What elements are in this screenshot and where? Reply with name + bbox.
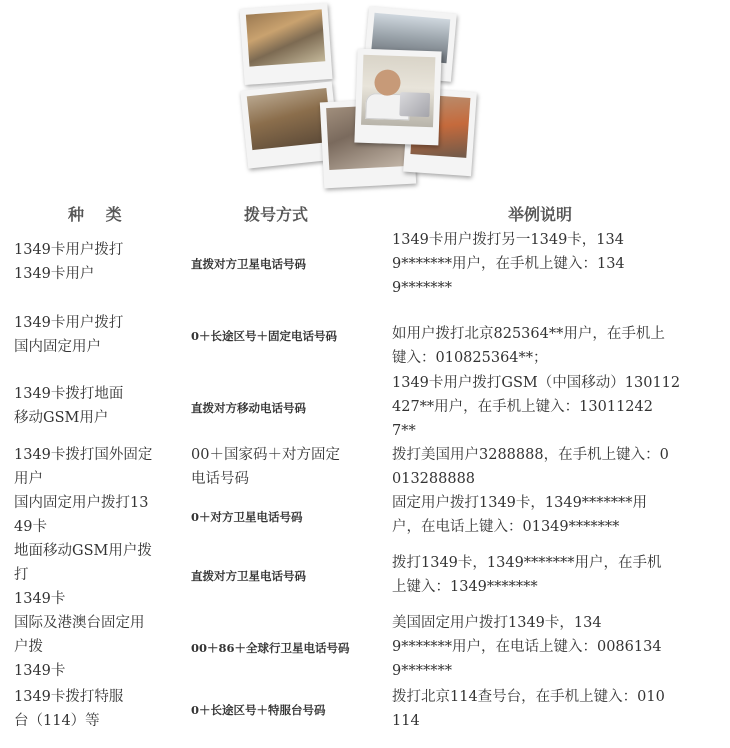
row-4-method: 00＋国家码＋对方固定 电话号码 — [191, 447, 340, 487]
row-7-method: 00＋86＋全球行卫星电话号码 — [191, 641, 350, 655]
photo-collage — [238, 4, 478, 190]
row-5-method: 0＋对方卫星电话号码 — [191, 510, 303, 524]
column-header-method: 拨号方式 — [244, 205, 309, 224]
row-3-kind: 1349卡拨打地面 移动GSM用户 — [14, 386, 124, 426]
row-3-example: 1349卡用户拨打GSM（中国移动）130112 427**用户，在手机上键入：13011242 7** — [392, 375, 681, 439]
row-2-example: 如用户拨打北京825364**用户，在手机上 键入：010825364**； — [392, 326, 665, 366]
photo-man-with-laptop — [354, 49, 441, 146]
row-5-kind: 国内固定用户拨打13 49卡 — [14, 495, 149, 535]
row-7-example: 美国固定用户拨打1349卡，134 9*******用户，在电话上键入：0086134 9******* — [392, 615, 662, 679]
row-4-kind: 1349卡拨打国外固定 用户 — [14, 447, 153, 487]
row-1-method: 直拨对方卫星电话号码 — [191, 257, 306, 271]
row-5-example: 固定用户拨打1349卡，1349*******用 户，在电话上键入：01349******* — [392, 495, 648, 535]
row-8-method: 0＋长途区号＋特服台号码 — [191, 703, 326, 717]
row-6-example: 拨打1349卡，1349*******用户，在手机 上键入：1349******* — [392, 555, 662, 595]
column-header-kind: 种 类 — [68, 205, 130, 224]
row-6-kind: 地面移动GSM用户拨 打 1349卡 — [14, 543, 152, 607]
row-8-example: 拨打北京114查号台，在手机上键入：010 114 — [392, 689, 665, 729]
row-3-method: 直拨对方移动电话号码 — [191, 401, 306, 415]
row-1-example: 1349卡用户拨打另一1349卡，134 9*******用户，在手机上键入：134 9******* — [392, 232, 625, 296]
photo-desert-team — [239, 3, 332, 85]
column-header-example: 举例说明 — [508, 205, 573, 224]
row-2-kind: 1349卡用户拨打 国内固定用户 — [14, 315, 124, 355]
row-8-kind: 1349卡拨打特服 台（114）等 — [14, 689, 124, 729]
row-2-method: 0＋长途区号＋固定电话号码 — [191, 329, 338, 343]
row-1-kind: 1349卡用户拨打 1349卡用户 — [14, 242, 124, 282]
row-7-kind: 国际及港澳台固定用 户拨 1349卡 — [14, 615, 145, 679]
row-6-method: 直拨对方卫星电话号码 — [191, 569, 306, 583]
row-4-example: 拨打美国用户3288888，在手机上键入：0 013288888 — [392, 447, 669, 487]
